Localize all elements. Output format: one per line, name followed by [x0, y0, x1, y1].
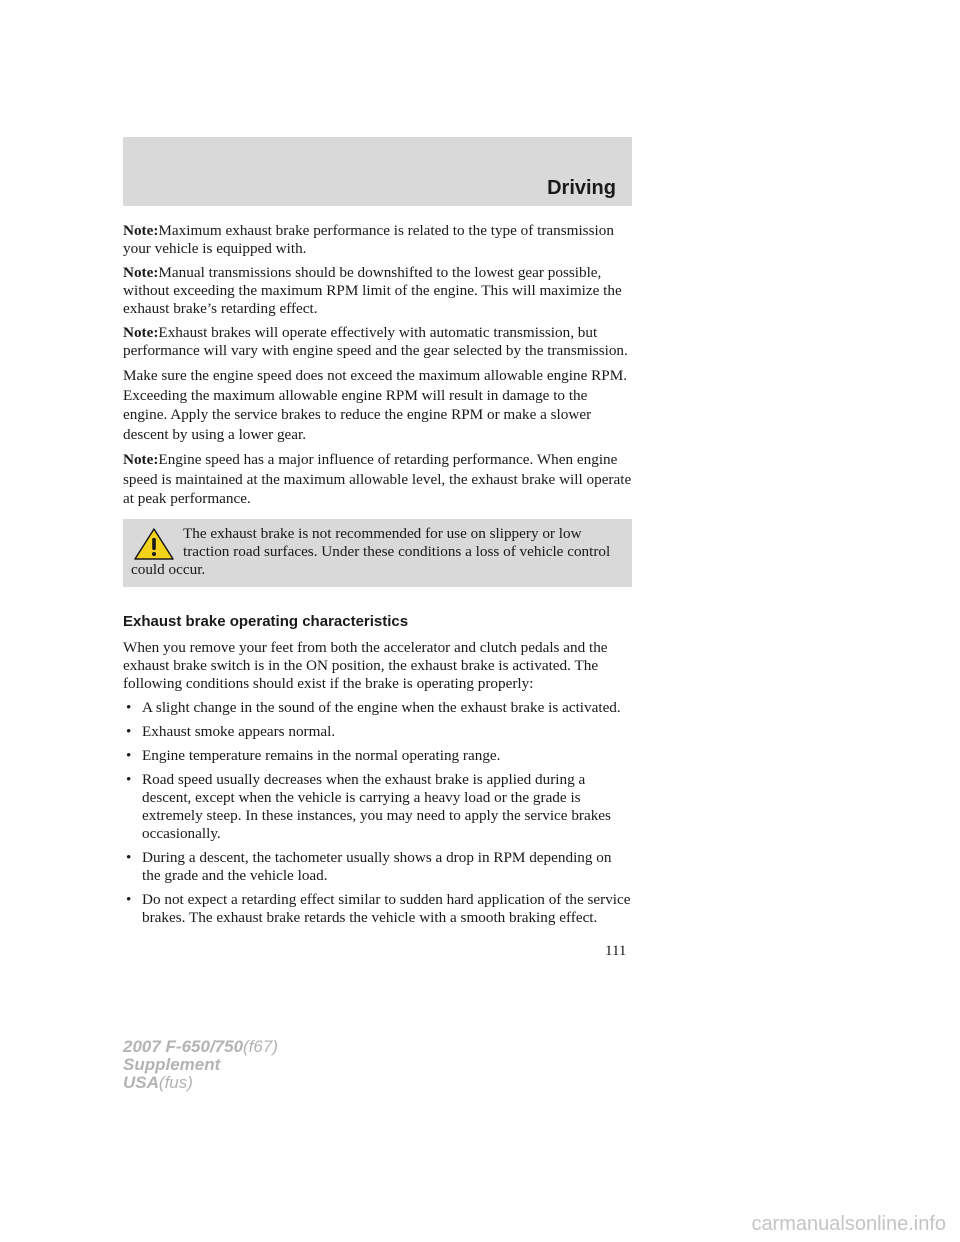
footer-line-model [123, 1038, 278, 1056]
note-label: Note: [123, 324, 159, 341]
list-item [123, 849, 632, 885]
bullet-glyph: • [126, 698, 132, 716]
footer-supplement: Supplement [123, 1055, 221, 1074]
warning-text: The exhaust brake is not recommended for use on slippery or low traction road surfaces. Under these conditions a loss of vehicle control could occur. [131, 524, 611, 578]
warning-box [123, 519, 632, 587]
section-intro: When you remove your feet from both the accelerator and clutch pedals and the exhaust brake switch is in the ON position, the exhaust brake is activated. The following conditions should exist if the brake is operating properly: [123, 638, 608, 692]
section-header-band [123, 137, 632, 206]
footer-line-market [123, 1074, 278, 1092]
page-number: 111 [605, 943, 627, 959]
list-item [123, 699, 632, 717]
bullet-glyph: • [126, 848, 132, 866]
warning-triangle-icon [133, 527, 175, 561]
note-manual-downshift [123, 264, 632, 318]
page-content [123, 222, 632, 933]
note-engine-speed [123, 450, 632, 509]
list-item [123, 723, 632, 741]
note-automatic-transmission [123, 324, 632, 360]
list-item [123, 771, 632, 843]
list-item [123, 891, 632, 927]
note-label: Note: [123, 264, 159, 281]
bullet-glyph: • [126, 722, 132, 740]
watermark: carmanualsonline.info [751, 1213, 946, 1235]
section-title: Driving [547, 177, 616, 199]
list-item [123, 747, 632, 765]
note-text: Exhaust brakes will operate effectively with automatic transmission, but performance will vary with engine speed and the gear selected by the transmission. [123, 324, 628, 359]
list-item-text: Do not expect a retarding effect similar to sudden hard application of the service brakes. The exhaust brake retards the vehicle with a smooth braking effect. [142, 890, 631, 926]
footer-line-supplement [123, 1056, 278, 1074]
list-item-text: Engine temperature remains in the normal operating range. [142, 746, 501, 764]
note-text: Maximum exhaust brake performance is related to the type of transmission your vehicle is equipped with. [123, 222, 614, 257]
section-heading: Exhaust brake operating characteristics [123, 612, 409, 630]
footer-model-code: (f67) [243, 1037, 279, 1056]
note-text: Manual transmissions should be downshifted to the lowest gear possible, without exceeding the maximum RPM limit of the engine. This will maximize the exhaust brake’s retarding effect. [123, 264, 622, 317]
footer-market-code: (fus) [158, 1073, 193, 1092]
list-item-text: Road speed usually decreases when the exhaust brake is applied during a descent, except when the vehicle is carrying a heavy load or the grade is extremely steep. In these instances, you may need to apply the service brakes occasionally. [142, 770, 611, 842]
list-item-text: Exhaust smoke appears normal. [142, 722, 336, 740]
bullet-glyph: • [126, 770, 132, 788]
note-transmission-type [123, 222, 632, 258]
list-item-text: During a descent, the tachometer usually shows a drop in RPM depending on the grade and the vehicle load. [142, 848, 612, 884]
footer-market: USA [123, 1073, 159, 1092]
list-item-text: A slight change in the sound of the engine when the exhaust brake is activated. [142, 698, 621, 716]
bullet-glyph: • [126, 890, 132, 908]
rpm-paragraph: Make sure the engine speed does not exceed the maximum allowable engine RPM. Exceeding the maximum allowable engine RPM will result in damage to the engine. Apply the service brakes to reduce the engine RPM or make a slower descent by using a lower gear. [123, 367, 627, 443]
note-text: Engine speed has a major influence of retarding performance. When engine speed is maintained at the maximum allowable level, the exhaust brake will operate at peak performance. [123, 451, 632, 507]
document-footer [123, 1038, 278, 1092]
note-label: Note: [123, 451, 159, 468]
note-label: Note: [123, 222, 159, 239]
conditions-list [123, 699, 632, 927]
footer-model: 2007 F-650/750 [123, 1037, 244, 1056]
bullet-glyph: • [126, 746, 132, 764]
